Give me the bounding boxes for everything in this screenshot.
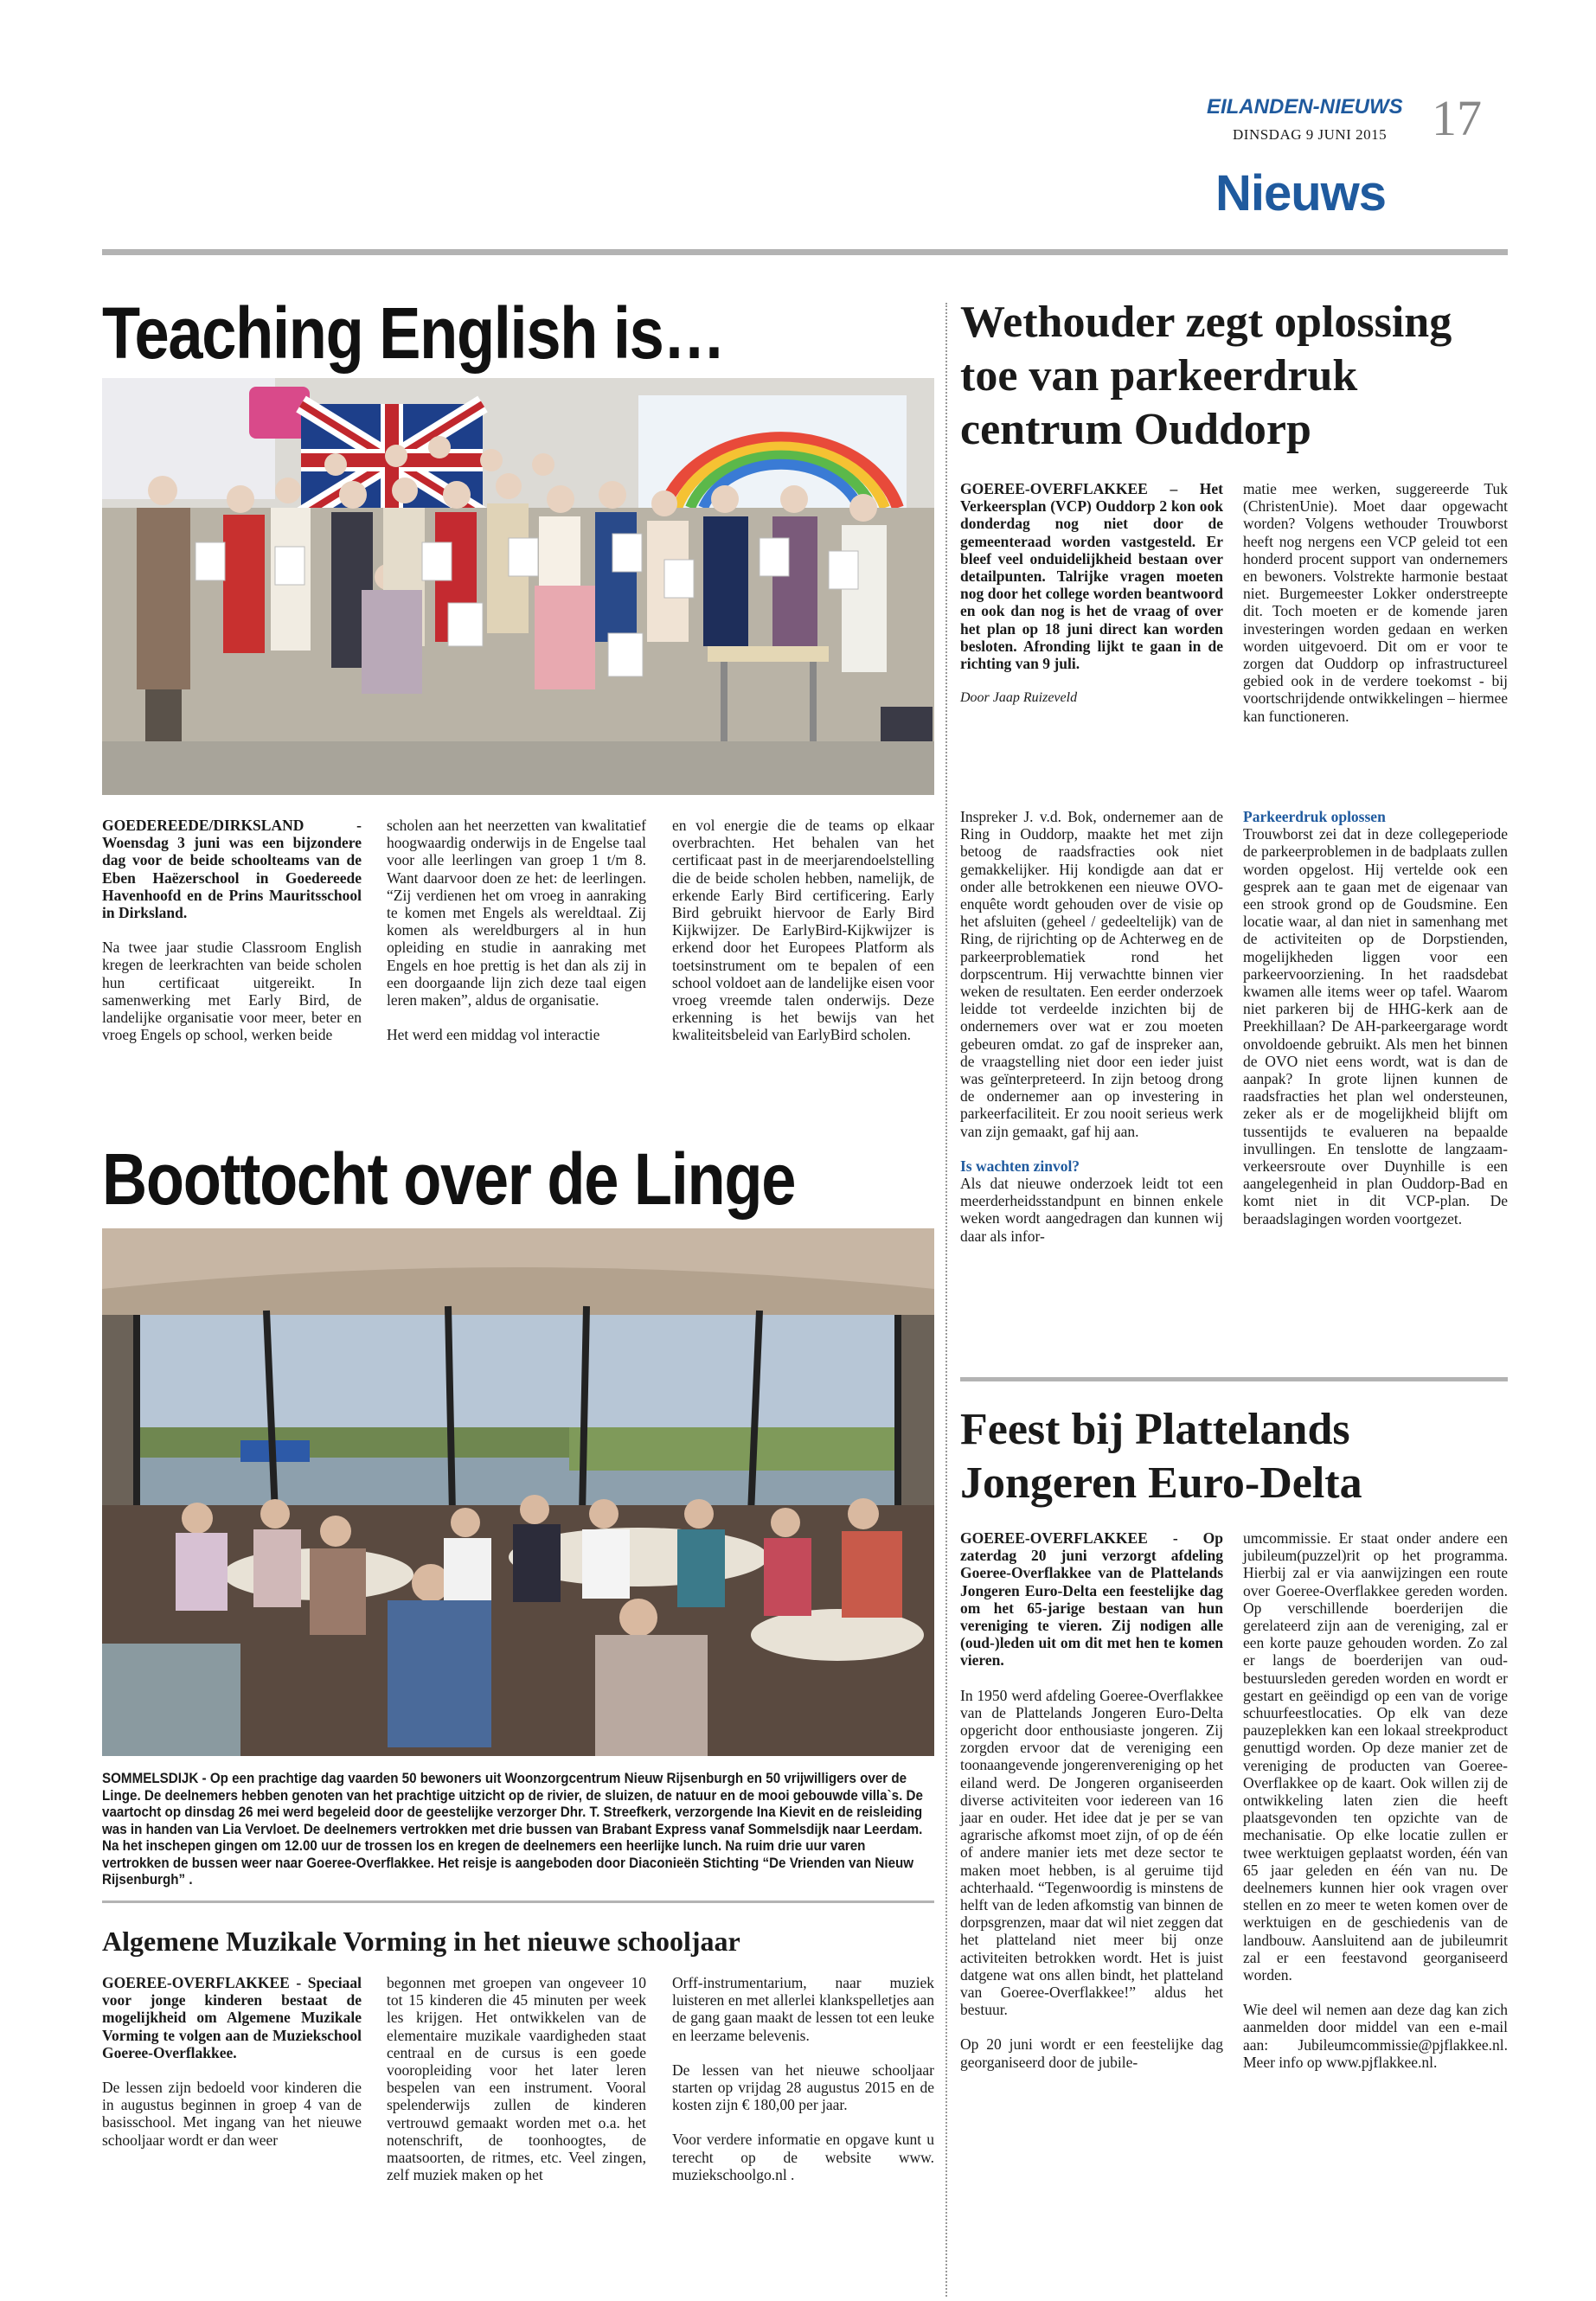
muziek-lead: GOEREE-OVERFLAKKEE - Speciaal voor jonge kinderen bestaat de mogelijkheid om Algemene Muzikale Vorming te volgen aan de Muziekschool Goeree-Overflakkee. (102, 1974, 362, 2061)
teaching-paragraph: en vol energie die de teams op elkaar overbrachten. Het behalen van het certificaat past in de meerjarendoelstelling die de beide scholen hebben, namelijk, de erkende Early Bird certificering. Early Bird gebruikt hiervoor de Early Bird Kijkwijzer. De EarlyBird-Kijkwijzer is erkend door het Europees Platform als toetsinstrument om te bepalen of een school voldoet aan de landelijke eisen voor vroeg vreemde talen onderwijs. Deze erkenning is het bewijs van het kwaliteitsbeleid van EarlyBird scholen. (672, 817, 934, 1044)
muziek-paragraph: De lessen zijn bedoeld voor kinderen die in augustus beginnen in groep 4 van de basisschool. Met ingang van het nieuwe schooljaar wordt er dan weer (102, 2079, 362, 2149)
feest-col-1 (960, 1529, 1223, 2088)
photo-boottocht-image (102, 1228, 934, 1756)
headline-wethouder: Wethouder zegt oplossing toe van parkeerdruk centrum Ouddorp (960, 298, 1452, 454)
muziek-paragraph: Orff-instrumentarium, naar muziek luisteren en met allerlei klankspelletjes aan de gang gaan maakt de lessen tot een leuke en leerzame belevenis. (672, 1974, 934, 2044)
header-rule (102, 249, 1508, 255)
teaching-col-1 (102, 817, 362, 1061)
feest-paragraph: Op 20 juni wordt er een feestelijke dag georganiseerd door de jubile- (960, 2035, 1223, 2071)
headline-boottocht: Boottocht over de Linge (102, 1138, 796, 1220)
wethouder-paragraph: Inspreker J. v.d. Bok, ondernemer aan de Ring in Ouddorp, maakte het met zijn betoog de raadsfracties ook niet gemakkelijker. Hij kondigde aan dat er onder alle betrokkenen een nieuwe OVO-enquête wordt gehouden over de visie op het afsluiten (geheel / gedeeltelijk) van de Ring, de rijrichting op de Achterweg en de parkeerproblematiek rond het dorpscentrum. Hij verwachtte binnen vier weken de resultaten. Een eerder onderzoek leidde tot verdeelde inzichten bij de ondernemers over wat er zou moeten gebeuren omdat. zo gaf de inspreker aan, de vraagstelling niet door een ieder juist was geïnterpreteerd. In zijn betoog drong de ondernemer aan op investering in parkeerfaciliteit. Er zou nooit serieus werk van zijn gemaakt, gaf hij aan. (960, 808, 1223, 1140)
headline-teaching-english: Teaching English is… (102, 292, 725, 374)
headline-feest: Feest bij Plattelands Jongeren Euro-Delta (960, 1405, 1362, 1508)
wethouder-paragraph: Als dat nieuwe onderzoek leidt tot een meerderheidsstandpunt en binnen enkele weken wordt aangedragen dan kunnen wij daar als infor- (960, 1175, 1223, 1245)
muziek-col-3 (672, 1974, 934, 2201)
feest-paragraph: In 1950 werd afdeling Goeree-Overflakkee van de Plattelands Jongeren Euro-Delta opgericht door enthousiaste jongeren. Zij zorgden ervoor dat de vereniging een toonaangevende jongerenvereniging op het eiland werd. De Jongeren organiseerden diverse activiteiten voor iedereen van 16 jaar en ouder. Het idee dat je per se van agrarische afkomst moet zijn, of op de één of andere manier iets met deze sector te maken moet hebben, is al geruime tijd achterhaald. “Tegenwoordig is minstens de helft van de leden afkomstig van binnen de dorpsgrenzen, maar dat wil niet zeggen dat het platteland niet meer bij onze activiteiten betrokken wordt. Het is juist datgene wat ons allen bindt, het platteland van Goeree-Overflakkee!” aldus het bestuur. (960, 1686, 1223, 2019)
wethouder-paragraph: Trouwborst zei dat in deze collegeperiode de parkeerproblemen in de badplaats zullen worden opgelost. Hij vertelde ook een gesprek aan te gaan met de eigenaar van een strook grond op de Goudsmine. Een locatie waar, al dan niet in samenhang met de activiteiten op de Dorpstienden, mogelijkheden liggen voor een parkeervoorziening. In het raadsdebat kwamen alle items weer op tafel. Waarom niet parkeren bij de HHG-kerk aan de Preekhillaan? De AH-parkeergarage wordt onvoldoende gebruikt. Als men het binnen de OVO niet eens wordt, wat is dan de aanpak? In grote lijnen kunnen de raadsfracties het plan wel ondersteunen, zeker als er de mogelijkheid blijft om tussentijds te evalueren na bepaalde invullingen. En tenslotte de langzaam-verkeersroute over Duynhille is een aangelegenheid in plan Ouddorp-Bad en komt niet in dit VCP-plan. De beraadslagingen worden voortgezet. (1243, 825, 1508, 1227)
wethouder-subhead: Parkeerdruk oplossen (1243, 808, 1386, 825)
feest-col-2 (1243, 1529, 1508, 2088)
issue-date: DINSDAG 9 JUNI 2015 (1233, 126, 1388, 143)
wethouder-col-2 (1243, 808, 1508, 1245)
section-title: Nieuws (1215, 165, 1387, 221)
muziek-col-2 (387, 1974, 646, 2201)
wethouder-paragraph: matie mee werken, suggereerde Tuk (ChristenUnie). Moet daar opgewacht worden? Volgens wethouder Trouwborst heeft nog nergens een VCP geleid tot een honderd procent support van ondernemers en bewoners. Volstrekte harmonie bestaat niet. Burgemeester Lokker onderstreepte dit. Toch moeten er de komende jaren investeringen worden gedaan en werken worden uitgevoerd. Dit om er voor te zorgen dat Ouddorp op infrastructureel gebied ook in de verdere toekomst - bij voortschrijdende ontwikkelingen – hiermee kan functioneren. (1243, 480, 1508, 725)
photo-teaching-english (102, 378, 934, 795)
wethouder-subhead: Is wachten zinvol? (960, 1157, 1080, 1175)
muziek-top-rule (102, 1900, 934, 1903)
boottocht-caption: SOMMELSDIJK - Op een prachtige dag vaarden 50 bewoners uit Woonzorgcentrum Nieuw Rijsenburgh en 50 vrijwilligers over de Linge. De deelnemers hebben genoten van het prachtige uitzicht op de rivier, de sluizen, de natuur en de mooi gebouwde villa`s. De vaartocht op dinsdag 26 mei werd begeleid door de geestelijke verzorger Dhr. T. Streefkerk, verzorgende Ina Kievit en de reisleiding was in handen van Lia Vervloet. De deelnemers vertrokken met drie bussen van Brabant Express vanaf Sommelsdijk naar Leerdam. Na het inschepen gingen om 12.00 uur de trossen los en kregen de deelnemers een heerlijke lunch. Na ruim drie uur varen vertrokken de bussen weer naar Goeree-Overflakkee. Het reisje is aangeboden door Diaconieën Stichting “De Vrienden van Nieuw Rijsenburgh” . (102, 1771, 923, 1888)
teaching-paragraph: scholen aan het neerzetten van kwalitatief hoogwaardig onderwijs in de Engelse taal voor alle leerlingen van groep 1 t/m 8. Want daarvoor doen ze het: de leerlingen. “Zij verdienen het om vroeg in aanraking te komen met Engels als wereldtaal. Zij komen als wereldburgers al in hun opleiding en studie in aanraking met Engels en hoe prettig is het dan als zij in een doorgaande lijn zich deze taal eigen leren maken”, aldus de organisatie. (387, 817, 646, 1009)
headline-muziek: Algemene Muzikale Vorming in het nieuwe schooljaar (102, 1926, 740, 1957)
teaching-paragraph: Het werd een middag vol interactie (387, 1026, 600, 1044)
wethouder-lead: GOEREE-OVERFLAKKEE – Het Verkeersplan (VCP) Ouddorp 2 kon ook donderdag nog niet door de gemeenteraad worden vastgesteld. Er bleef veel onduidelijkheid bestaan over detailpunten. Talrijke vragen moeten nog door het college worden beantwoord en ook dan nog is het de vraag of over het plan op 18 juni direct kan worden besloten. Afronding lijkt te gaan in de richting van 9 juli. (960, 480, 1223, 673)
muziek-paragraph: begonnen met groepen van ongeveer 10 tot 15 kinderen die 45 minuten per week les krijgen. Het ontwikkelen van de elementaire muzikale vaardigheden staat centraal en de cursus is een goede vooropleiding voor het later leren bespelen van een instrument. Vooral spelenderwijs zullen de kinderen vertrouwd gemaakt worden met o.a. het notenschrift, de toonhoogtes, de maatsoorten, de ritmes, etc. Veel zingen, zelf muziek maken op het (387, 1974, 646, 2184)
teaching-lead: GOEDEREEDE/DIRKSLAND - Woensdag 3 juni was een bijzondere dag voor de beide schoolteams van de Eben Haëzerschool in Goedereede Havenhoofd en de Prins Mauritsschool in Dirksland. (102, 817, 362, 922)
wethouder-col-1-top (960, 480, 1223, 724)
feest-top-rule (960, 1377, 1508, 1381)
feest-lead: GOEREE-OVERFLAKKEE - Op zaterdag 20 juni verzorgt afdeling Goeree-Overflakkee van de Plattelands Jongeren Euro-Delta een feestelijke dag om het 65-jarige bestaan van hun vereniging te vieren. Zij nodigen alle (oud-)leden uit om dit met hen te komen vieren. (960, 1529, 1223, 1670)
newspaper-logo: EILANDEN-NIEUWS (1207, 95, 1403, 119)
muziek-paragraph: Voor verdere informatie en opgave kunt u terecht op de website www. muziekschoolgo.nl . (672, 2131, 934, 2183)
column-divider (945, 303, 947, 2297)
teaching-col-3 (672, 817, 934, 1061)
teaching-col-2 (387, 817, 646, 1061)
muziek-col-1 (102, 1974, 362, 2166)
wethouder-byline: Door Jaap Ruizeveld (960, 690, 1078, 706)
photo-teaching-english-image (102, 378, 934, 795)
muziek-paragraph: De lessen van het nieuwe schooljaar starten op vrijdag 28 augustus 2015 en de kosten zijn € 180,00 per jaar. (672, 2061, 934, 2114)
photo-boottocht (102, 1228, 934, 1756)
page-number: 17 (1432, 90, 1482, 146)
feest-paragraph: umcommissie. Er staat onder andere een jubileum(puzzel)rit op het programma. Hierbij zal er via aanwijzingen een route over Goeree-Overflakkee gereden worden. Op verschillende boerderijen die gerelateerd zijn aan de vereniging, zal er een korte pauze gehouden worden. Zo zal er langs de boerderijen van oud-bestuursleden gereden worden en wordt er gestart en geëindigd op een van de vorige schuurfeestlocaties. Op elk van deze pauzeplekken kan een lokaal streekproduct genuttigd worden. Op deze manier zet de vereniging de producten van Goeree-Overflakkee op de kaart. Ook willen zij de ontwikkeling laten zien die heeft plaatsgevonden ten opzichte van de mechanisatie. Op elke locatie zullen er twee werktuigen geplaatst worden, één van 65 jaar geleden en één van nu. De deelnemers kunnen hier ook vragen over stellen en zo meer te weten komen over de werktuigen en de geschiedenis van de landbouw. Aansluitend aan de jubileumrit zal er een feestavond georganiseerd worden. (1243, 1529, 1508, 1984)
feest-paragraph: Wie deel wil nemen aan deze dag kan zich aanmelden door middel van een e-mail aan: Jubileumcommissie@pjflakkee.nl. Meer info op www.pjflakkee.nl. (1243, 2001, 1508, 2071)
wethouder-col-1 (960, 808, 1223, 1262)
wethouder-col-2-top (1243, 480, 1508, 742)
teaching-paragraph: Na twee jaar studie Classroom English kregen de leerkrachten van beide scholen hun certificaat uitgereikt. In samenwerking met Early Bird, de landelijke organisatie voor meer, beter en vroeg Engels op school, werken beide (102, 939, 362, 1044)
